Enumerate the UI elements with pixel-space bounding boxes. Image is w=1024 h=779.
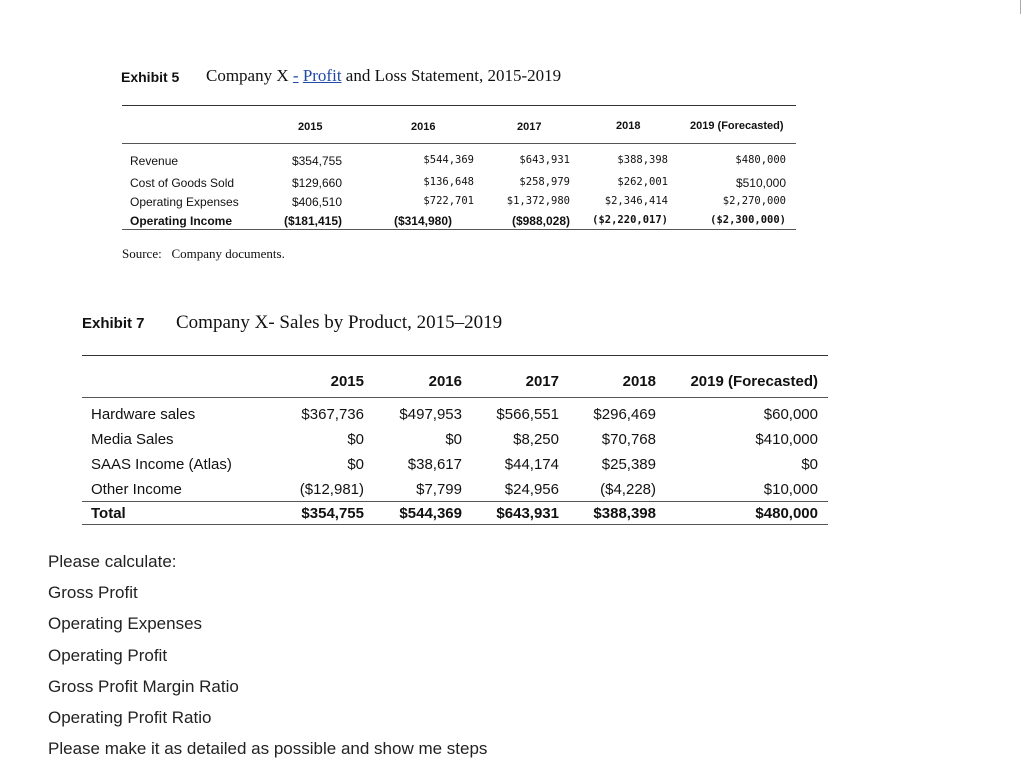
table-cell: $722,701 — [423, 195, 474, 207]
question-line: Operating Expenses — [48, 614, 203, 633]
table-cell: $480,000 — [755, 505, 818, 522]
exhibit7-label: Exhibit 7 — [82, 315, 145, 332]
table-cell: $25,389 — [601, 456, 656, 473]
exhibit7-header-2017: 2017 — [525, 373, 559, 390]
table-cell: $367,736 — [301, 406, 364, 423]
question-line: Operating Profit — [48, 646, 168, 665]
table-cell: ($4,228) — [600, 481, 656, 498]
table-row-label: Cost of Goods Sold — [130, 176, 235, 190]
question-line: Gross Profit Margin Ratio — [48, 677, 239, 696]
table-cell: ($181,415) — [283, 214, 342, 228]
table-cell: $296,469 — [593, 406, 656, 423]
table-cell: ($988,028) — [511, 214, 570, 228]
exhibit7-top-rule — [82, 355, 828, 356]
exhibit5-label: Exhibit 5 — [121, 69, 180, 85]
table-row-label: Other Income — [91, 481, 182, 498]
table-cell: $354,755 — [291, 154, 342, 168]
table-cell: ($2,220,017) — [592, 214, 668, 226]
exhibit5-header-rule — [122, 143, 796, 144]
table-cell: $38,617 — [407, 456, 462, 473]
table-cell: $388,398 — [593, 505, 656, 522]
table-cell: $388,398 — [617, 154, 668, 166]
table-row-label: Revenue — [130, 154, 179, 168]
table-cell: $136,648 — [423, 176, 474, 188]
table-cell: $0 — [801, 456, 818, 473]
table-cell: $0 — [445, 431, 462, 448]
table-cell: $24,956 — [504, 481, 559, 498]
table-row-label: Hardware sales — [91, 406, 196, 423]
table-cell: $258,979 — [519, 176, 570, 188]
table-cell: $1,372,980 — [506, 195, 570, 207]
table-row-label: Operating Income — [130, 214, 233, 228]
exhibit7-header-2016: 2016 — [428, 373, 462, 390]
table-cell: $129,660 — [291, 176, 342, 190]
exhibit5-header-2019: 2019 (Forecasted) — [690, 120, 784, 132]
table-cell: $510,000 — [735, 176, 786, 190]
exhibit5-header-2015: 2015 — [298, 121, 323, 133]
table-cell: $354,755 — [301, 505, 364, 522]
table-cell: $566,551 — [496, 406, 559, 423]
exhibit5-top-rule — [122, 105, 796, 106]
table-cell: $544,369 — [399, 505, 462, 522]
table-cell: $480,000 — [735, 154, 786, 166]
table-row-label: Total — [91, 505, 126, 522]
table-cell: $497,953 — [399, 406, 462, 423]
table-cell: $7,799 — [416, 481, 462, 498]
question-line: Operating Profit Ratio — [48, 708, 212, 727]
exhibit7-header-2015: 2015 — [330, 373, 364, 390]
exhibit7-title: Company X- Sales by Product, 2015–2019 — [176, 312, 503, 333]
table-cell: $544,369 — [423, 154, 474, 166]
table-cell: $2,346,414 — [604, 195, 668, 207]
exhibit5-title: Company X - Profit and Loss Statement, 2015-2019 — [206, 66, 562, 85]
title-link-profit[interactable]: Profit — [302, 66, 342, 85]
scrollbar[interactable] — [1020, 0, 1024, 14]
table-cell: ($314,980) — [393, 214, 452, 228]
table-cell: ($2,300,000) — [710, 214, 786, 226]
exhibit7-header-2018: 2018 — [622, 373, 656, 390]
exhibit5-bottom-rule — [122, 229, 796, 230]
table-row-label: Operating Expenses — [130, 195, 239, 209]
table-cell: $262,001 — [617, 176, 668, 188]
question-line: Please calculate: — [48, 552, 177, 571]
exhibit5-header-2018: 2018 — [616, 120, 641, 132]
question-line: Please make it as detailed as possible and show me steps — [48, 739, 488, 758]
exhibit7-header-rule — [82, 397, 828, 398]
exhibit5-source: Source: Company documents. — [122, 246, 285, 261]
table-cell: $410,000 — [755, 431, 818, 448]
table-cell: $643,931 — [496, 505, 559, 522]
table-cell: ($12,981) — [299, 481, 364, 498]
table-cell: $406,510 — [291, 195, 342, 209]
table-cell: $60,000 — [763, 406, 818, 423]
exhibit7-bottom-rule — [82, 524, 828, 525]
table-cell: $8,250 — [513, 431, 559, 448]
exhibit7-total-rule — [82, 501, 828, 502]
table-cell: $44,174 — [504, 456, 559, 473]
table-cell: $70,768 — [601, 431, 656, 448]
title-link-dash[interactable]: - — [292, 66, 299, 85]
table-row-label: Media Sales — [91, 431, 174, 448]
table-cell: $10,000 — [763, 481, 818, 498]
exhibit5-header-2017: 2017 — [517, 121, 542, 133]
exhibit5-header-2016: 2016 — [411, 121, 436, 133]
table-cell: $643,931 — [519, 154, 570, 166]
table-cell: $0 — [347, 431, 364, 448]
table-cell: $2,270,000 — [722, 195, 786, 207]
table-row-label: SAAS Income (Atlas) — [91, 456, 232, 473]
question-line: Gross Profit — [48, 583, 138, 602]
table-cell: $0 — [347, 456, 364, 473]
exhibit7-header-2019: 2019 (Forecasted) — [690, 373, 818, 390]
